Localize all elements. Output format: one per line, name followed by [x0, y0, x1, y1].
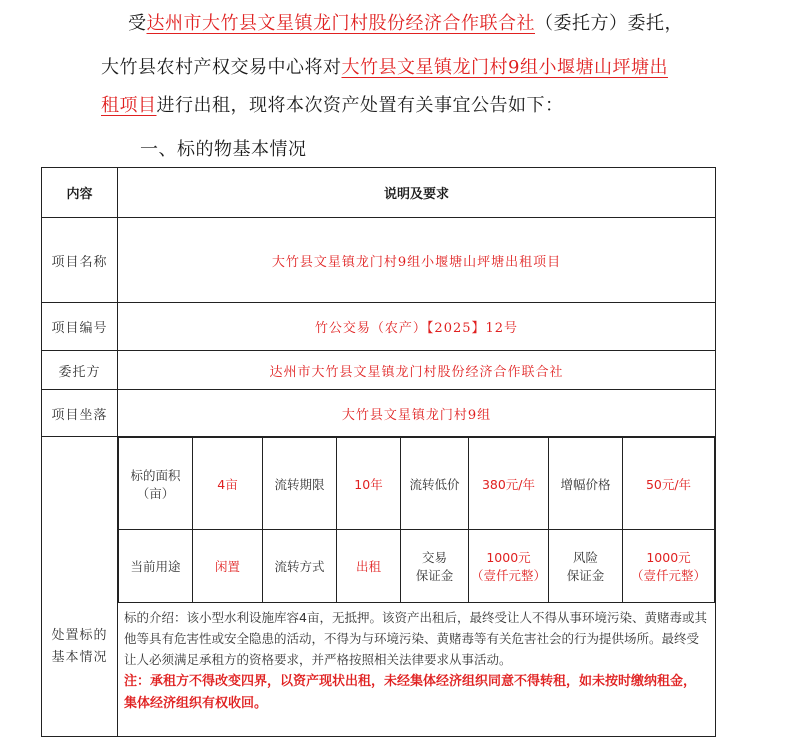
grid-key: 流转期限	[263, 438, 337, 530]
grid-value: 1000元 （壹仟元整）	[469, 530, 549, 603]
row-value: 大竹县文星镇龙门村9组小堰塘山坪塘出租项目	[118, 218, 716, 303]
table-row	[42, 390, 716, 437]
table-header-row	[42, 168, 716, 218]
grid-key: 流转方式	[263, 530, 337, 603]
row-label: 项目坐落	[42, 390, 118, 437]
grid-value: 闲置	[193, 530, 263, 603]
grid-key: 增幅价格	[549, 438, 623, 530]
info-table	[41, 167, 716, 737]
project-name: 大竹县文星镇龙门村9组小堰塘山坪塘出	[341, 57, 668, 78]
grid-value: 4亩	[193, 438, 263, 530]
suffix-text: （委托方）委托，	[535, 13, 683, 34]
grid-row	[119, 530, 715, 603]
project-name-tail: 租项目	[101, 95, 157, 116]
paragraph-line-1	[128, 9, 683, 35]
paragraph-line-2	[101, 53, 668, 79]
table-row	[42, 351, 716, 390]
grid-value: 10年	[337, 438, 401, 530]
grid-value: 50元/年	[623, 438, 715, 530]
grid-key: 标的面积 （亩）	[119, 438, 193, 530]
prefix-text: 大竹县农村产权交易中心将对	[101, 57, 342, 78]
intro-text: 标的介绍：该小型水利设施库容4亩，无抵押。该资产出租后，最终受让人不得从事环境污染、黄赌毒或其他等具有危害性或安全隐患的活动，不得为与环境污染、黄赌毒等有关危害社会的行为提供场所。最终受让人必须满足承租方的资格要求，并严格按照相关法律要求从事活动。	[124, 610, 707, 667]
header-description: 说明及要求	[118, 168, 716, 218]
row-value: 大竹县文星镇龙门村9组	[118, 390, 716, 437]
grid-value: 1000元 （壹仟元整）	[623, 530, 715, 603]
table-row	[42, 218, 716, 303]
grid-key: 流转低价	[401, 438, 469, 530]
asset-introduction	[118, 603, 715, 720]
client-name: 达州市大竹县文星镇龙门村股份经济合作联合社	[146, 13, 535, 34]
table-row	[42, 437, 716, 737]
row-label: 项目编号	[42, 303, 118, 351]
table-row	[42, 303, 716, 351]
suffix-text: 进行出租，现将本次资产处置有关事宜公告如下：	[156, 95, 564, 116]
grid-value: 出租	[337, 530, 401, 603]
prefix-text: 受	[128, 13, 147, 34]
grid-value: 380元/年	[469, 438, 549, 530]
row-value: 达州市大竹县文星镇龙门村股份经济合作联合社	[118, 351, 716, 390]
details-grid	[118, 437, 715, 603]
note	[124, 674, 696, 711]
disposal-label-line-2: 基本情况	[51, 649, 108, 665]
grid-key: 交易 保证金	[401, 530, 469, 603]
disposal-label	[42, 437, 118, 737]
header-content: 内容	[42, 168, 118, 218]
disposal-details	[118, 437, 716, 737]
grid-row	[119, 438, 715, 530]
row-label: 委托方	[42, 351, 118, 390]
disposal-label-line-1: 处置标的	[51, 627, 108, 643]
row-label: 项目名称	[42, 218, 118, 303]
row-value: 竹公交易（农产）【2025】12号	[118, 303, 716, 351]
grid-key: 当前用途	[119, 530, 193, 603]
section-title: 一、标的物基本情况	[140, 139, 307, 160]
note-label: 注：	[124, 674, 151, 689]
grid-key: 风险 保证金	[549, 530, 623, 603]
paragraph-line-3	[101, 91, 564, 117]
note-text: 承租方不得改变四界，以资产现状出租，未经集体经济组织同意不得转租，如未按时缴纳租金，集体经济组织有权收回。	[124, 674, 697, 711]
